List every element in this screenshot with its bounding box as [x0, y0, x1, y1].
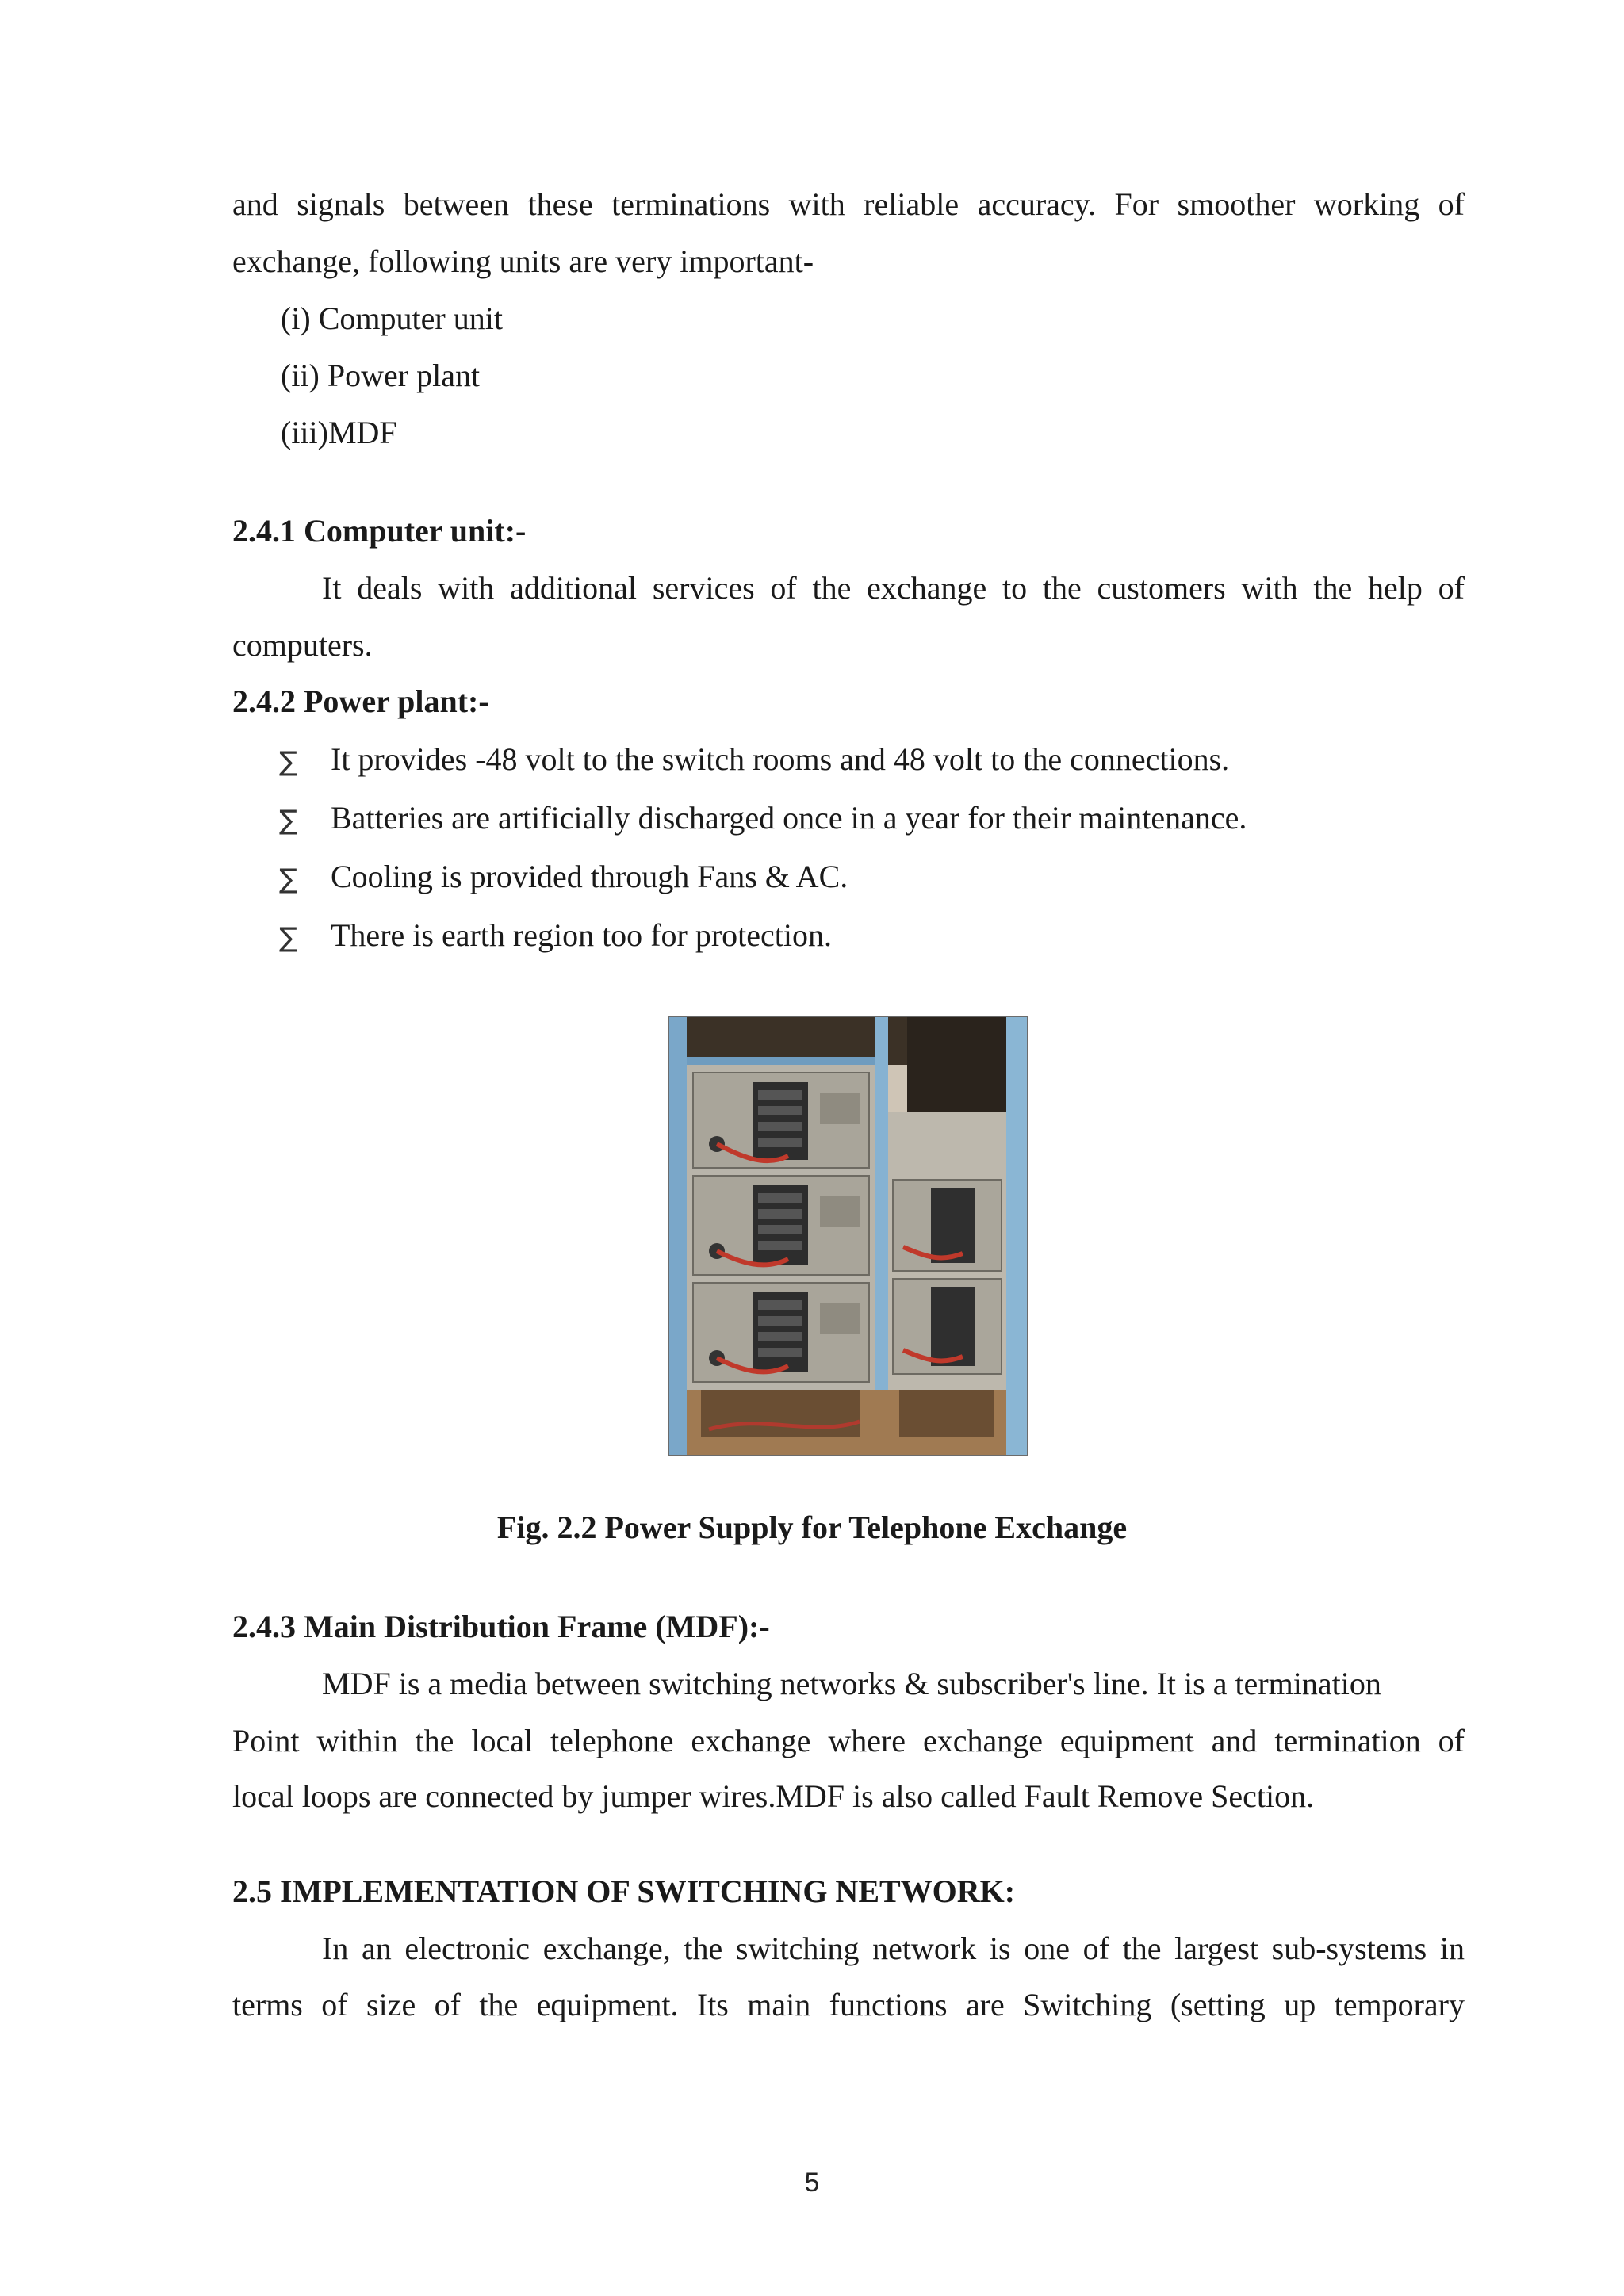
power-plant-bullet-4: There is earth region too for protection.	[331, 917, 832, 953]
switching-line-2: terms of size of the equipment. Its main functions are Switching (setting up temporary	[232, 1987, 1465, 2022]
computer-unit-line-1: It deals with additional services of the exchange to the customers with the help of	[322, 570, 1465, 606]
unit-item-power-plant: (ii) Power plant	[281, 358, 481, 393]
heading-mdf: 2.4.3 Main Distribution Frame (MDF):-	[232, 1609, 770, 1644]
power-supply-photo	[668, 1016, 1028, 1456]
power-plant-bullet-2: Batteries are artificially discharged once in a year for their maintenance.	[331, 800, 1247, 836]
mdf-line-2: Point within the local telephone exchange where exchange equipment and termination of	[232, 1723, 1465, 1758]
bullet-symbol: ∑	[279, 922, 297, 954]
mdf-line-1: MDF is a media between switching networks & subscriber's line. It is a termination	[322, 1666, 1381, 1701]
heading-power-plant: 2.4.2 Power plant:-	[232, 683, 489, 719]
figure-caption: Fig. 2.2 Power Supply for Telephone Exchange	[496, 1510, 1128, 1545]
unit-item-mdf: (iii)MDF	[281, 415, 397, 450]
computer-unit-line-2: computers.	[232, 627, 373, 663]
intro-line-2: exchange, following units are very important-	[232, 243, 814, 279]
bullet-symbol: ∑	[279, 805, 297, 836]
unit-item-computer: (i) Computer unit	[281, 300, 503, 336]
page-number: 5	[804, 2168, 820, 2198]
power-supply-illustration	[669, 1017, 1027, 1455]
heading-switching-network: 2.5 IMPLEMENTATION OF SWITCHING NETWORK:	[232, 1873, 1016, 1909]
power-plant-bullet-1: It provides -48 volt to the switch rooms and 48 volt to the connections.	[331, 741, 1230, 777]
intro-line-1: and signals between these terminations with reliable accuracy. For smoother working of	[232, 186, 1465, 222]
bullet-symbol: ∑	[279, 746, 297, 778]
power-plant-bullet-3: Cooling is provided through Fans & AC.	[331, 859, 848, 894]
mdf-line-3: local loops are connected by jumper wires.MDF is also called Fault Remove Section.	[232, 1778, 1315, 1814]
switching-line-1: In an electronic exchange, the switching network is one of the largest sub-systems in	[322, 1931, 1465, 1966]
heading-computer-unit: 2.4.1 Computer unit:-	[232, 513, 527, 549]
bullet-symbol: ∑	[279, 863, 297, 895]
